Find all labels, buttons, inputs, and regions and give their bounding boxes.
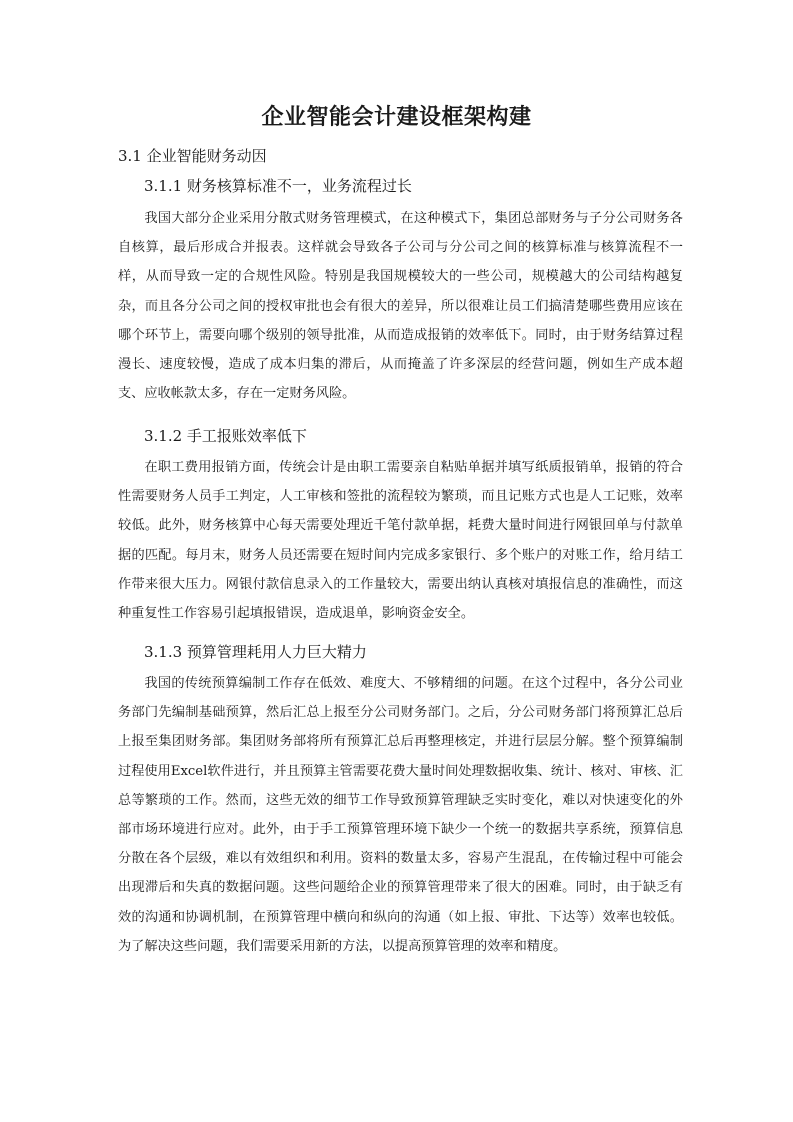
subsection-heading-2: 3.1.2 手工报账效率低下 xyxy=(144,427,307,445)
subsection-heading-1: 3.1.1 财务核算标准不一，业务流程过长 xyxy=(144,177,412,195)
paragraph-2: 在职工费用报销方面，传统会计是由职工需要亲自粘贴单据并填写纸质报销单，报销的符合性需要财务人员手工判定，人工审核和签批的流程较为繁琐，而且记账方式也是人工记账，效率较低。此外，财务核算中心每天需要处理近千笔付款单据，耗费大量时间进行网银回单与付款单据的匹配。每月末，财务人员还需要在短时间内完成多家银行、多个账户的对账工作，给月结工作带来很大压力。网银付款信息录入的工作量较大，需要出纳认真核对填报信息的准确性，而这种重复性工作容易引起填报错误，造成退单，影响资金安全。 xyxy=(118,460,683,622)
paragraph-1: 我国大部分企业采用分散式财务管理模式，在这种模式下，集团总部财务与子分公司财务各自核算，最后形成合并报表。这样就会导致各子公司与分公司之间的核算标准与核算流程不一样，从而导致一定的合规性风险。特别是我国规模较大的一些公司，规模越大的公司结构越复杂，而且各分公司之间的授权审批也会有很大的差异，所以很难让员工们搞清楚哪些费用应该在哪个环节上，需要向哪个级别的领导批准，从而造成报销的效率低下。同时，由于财务结算过程漫长、速度较慢，造成了成本归集的滞后，从而掩盖了许多深层的经营问题，例如生产成本超支、应收帐款太多，存在一定财务风险。 xyxy=(118,211,683,402)
page-title: 企业智能会计建设框架构建 xyxy=(261,104,532,130)
section-heading: 3.1 企业智能财务动因 xyxy=(118,147,267,165)
subsection-heading-3: 3.1.3 预算管理耗用人力巨大精力 xyxy=(144,643,367,661)
paragraph-3: 我国的传统预算编制工作存在低效、难度大、不够精细的问题。在这个过程中，各分公司业务部门先编制基础预算，然后汇总上报至分公司财务部门。之后，分公司财务部门将预算汇总后上报至集团财务部。集团财务部将所有预算汇总后再整理核定，并进行层层分解。整个预算编制过程使用Excel软件进行，并且预算主管需要花费大量时间处理数据收集、统计、核对、审核、汇总等繁琐的工作。然而，这些无效的细节工作导致预算管理缺乏实时变化，难以对快速变化的外部市场环境进行应对。此外，由于手工预算管理环境下缺少一个统一的数据共享系统，预算信息分散在各个层级，难以有效组织和利用。资料的数量太多，容易产生混乱，在传输过程中可能会出现滞后和失真的数据问题。这些问题给企业的预算管理带来了很大的困难。同时，由于缺乏有效的沟通和协调机制，在预算管理中横向和纵向的沟通（如上报、审批、下达等）效率也较低。为了解决这些问题，我们需要采用新的方法，以提高预算管理的效率和精度。 xyxy=(118,676,683,954)
